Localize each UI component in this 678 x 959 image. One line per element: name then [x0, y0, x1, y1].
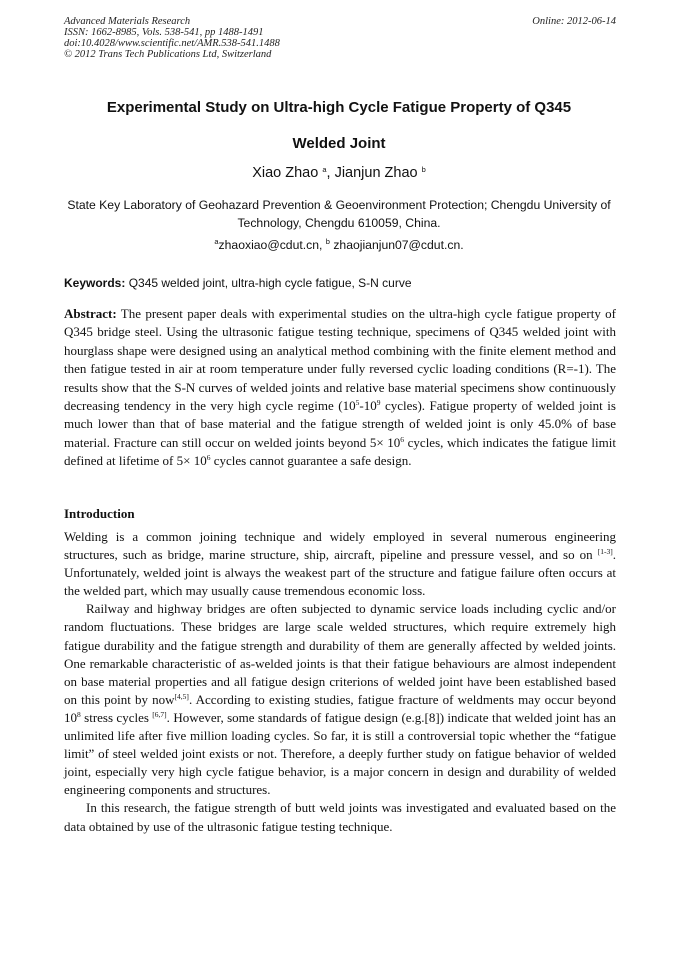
journal-header [64, 16, 616, 60]
journal-doi: doi:10.4028/www.scientific.net/AMR.538-541.1488 [64, 38, 280, 49]
abstract-text-5: cycles cannot guarantee a safe design. [210, 453, 412, 469]
intro-paragraph-3: In this research, the fatigue strength of butt weld joints was investigated and evaluated based on the data obtained by use of the ultrasonic fatigue testing technique. [64, 800, 616, 834]
email-a: zhaoxiao@cdut.cn, [218, 238, 326, 252]
abstract-text-3: cycles). Fatigue property of welded joint is much lower than that of base material and the fatigue strength of welded joint is only 45.0% of base material. Fracture can still occur on welded joints beyond 5× 10 [64, 398, 616, 450]
abstract-text-1: The present paper deals with experimental studies on the ultra-high cycle fatigue property of Q345 bridge steel. Using the ultrasonic fatigue testing technique, specimens of Q345 welded joint with hourglass shape were designed using an analytical method combining with the finite element method and then fatigue tested in air at room temperature under fully reversed cyclic loading conditions (R=-1). The results show that the S-N curves of welded joints and relative base material specimens show continuously decreasing tendency in the very high cycle regime (10 [64, 306, 616, 414]
intro-p1-text-a: Welding is a common joining technique and widely employed in several numerous engineering structures, such as bridge, marine structure, ship, aircraft, pipeline and pressure vessel, and so on [64, 529, 616, 563]
abstract-sup-3: 6 [400, 434, 405, 444]
email-b: zhaojianjun07@cdut.cn. [329, 238, 464, 252]
intro-p2-text-b: . According to existing studies, fatigue fracture of weldments may occur beyond 10 [64, 691, 616, 725]
author-list [40, 165, 638, 181]
journal-name: Advanced Materials Research [64, 16, 191, 27]
abstract [64, 305, 616, 471]
exponent: 8 [77, 709, 81, 719]
email-b-mark: b [325, 237, 330, 246]
paper-title [40, 90, 638, 162]
author-emails [40, 238, 638, 252]
keywords-label: Keywords: [64, 276, 126, 290]
abstract-sup-2: 9 [376, 398, 381, 408]
citation-ref: [1-3] [597, 547, 613, 557]
email-a-mark: a [214, 237, 219, 246]
abstract-text-2: -10 [359, 398, 377, 414]
author-2: Jianjun Zhao [334, 165, 418, 181]
intro-p1-text-b: . Unfortunately, welded joint is always the weakest part of the structure and fatigue failure often occurs at the welded part, which may usually cause tremendous economic loss. [64, 547, 616, 599]
keywords [64, 276, 616, 290]
keywords-text: Q345 welded joint, ultra-high cycle fatigue, S-N curve [125, 276, 412, 290]
introduction-body [64, 528, 616, 836]
affiliation: State Key Laboratory of Geohazard Prevention & Geoenvironment Protection; Chengdu University of Technology, Chengdu 610059, China. [67, 198, 611, 230]
author-1-affil-mark: a [322, 165, 327, 174]
author-separator: , [326, 165, 335, 181]
abstract-sup-1: 5 [355, 398, 360, 408]
citation-ref: [6,7] [152, 709, 167, 719]
intro-p2-text-a: Railway and highway bridges are often subjected to dynamic service loads including cyclic and/or random fluctuations. These bridges are large scale welded structures, which require extremely high fatigue durability and the fatigue strength and durability of them are generally affected by welded joints. One remarkable characteristic of as-welded joints is that their fatigue behaviours are almost independent on base material properties and all fatigue design criterions of welded joint have been established based on this point by now [64, 601, 616, 707]
intro-paragraph-1 [64, 528, 616, 600]
title-line-1: Experimental Study on Ultra-high Cycle Fatigue Property of Q345 [106, 99, 572, 116]
online-date: Online: 2012-06-14 [532, 16, 616, 27]
intro-paragraph-2 [64, 600, 616, 799]
journal-issn: ISSN: 1662-8985, Vols. 538-541, pp 1488-1491 [64, 27, 264, 38]
title-line-2: Welded Joint [292, 135, 386, 152]
intro-p2-text-c: stress cycles [80, 709, 153, 725]
author-2-affil-mark: b [421, 165, 426, 174]
section-heading-introduction: Introduction [64, 506, 135, 521]
abstract-label: Abstract: [64, 306, 117, 321]
abstract-sup-4: 6 [206, 453, 211, 463]
abstract-text-4: cycles, which indicates the fatigue limit defined at lifetime of 5× 10 [64, 434, 616, 469]
journal-copyright: © 2012 Trans Tech Publications Ltd, Switzerland [64, 49, 272, 60]
author-1: Xiao Zhao [252, 165, 319, 181]
intro-p2-text-d: . However, some standards of fatigue design (e.g.[8]) indicate that welded joint has an unlimited life after five million loading cycles. So far, it is still a controversial topic whether the “fatigue limit” of steel welded joint exists or not. Therefore, a deeply further study on fatigue behavior of welded joint, especially very high cycle fatigue behavior, is a major concern in design and durability of welded engineering components and structures. [64, 709, 616, 798]
citation-ref: [4,5] [174, 691, 189, 701]
